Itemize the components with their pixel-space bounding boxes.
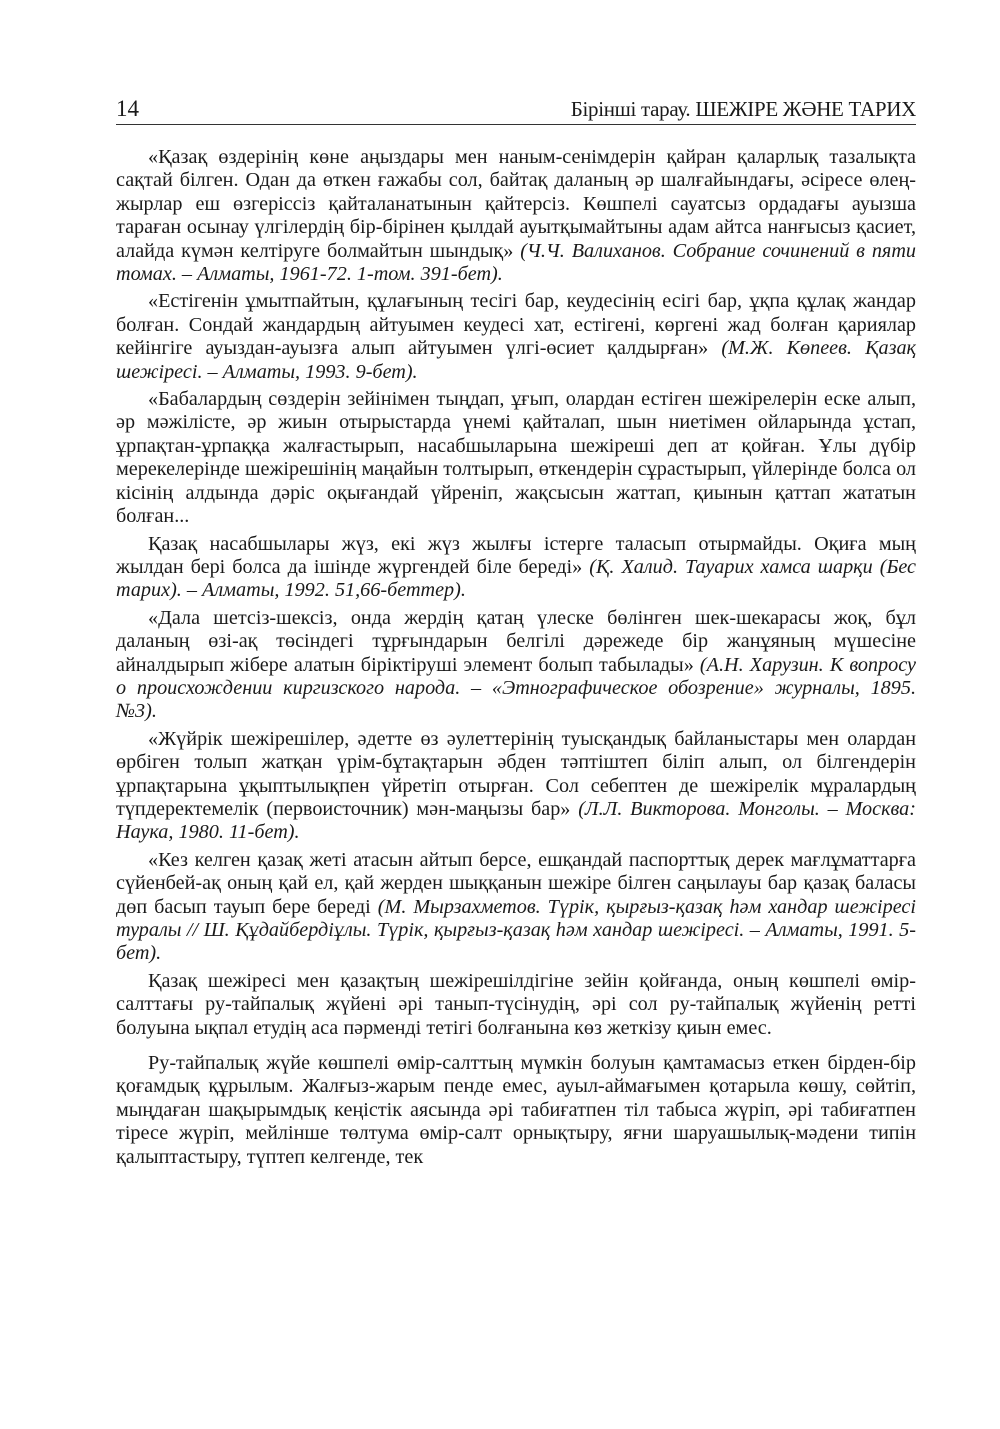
paragraph xyxy=(116,728,916,845)
paragraph-text: «Жүйрік шежірешілер, әдетте өз әулеттерінің туысқандық байланыстары мен олардан өрбіген толып жатқан үрім-бұтақтарын әбден тәптіштеп біліп алып, ол білгендерін ұрпақтарына ұқыптылықпен үйретіп отырған. Сол себептен де шежірелік мұралардың түпдеректемелік (первоисточник) мән-маңызы бар» xyxy=(116,727,916,820)
paragraph-text: «Бабалардың сөздерін зейінімен тыңдап, ұғып, олардан естіген шежірелерін еске алып, әр мәжілісте, әр жиын отырыстарда үнемі қайталап, шын ниетімен ойларында ұстап, ұрпақтан-ұрпаққа жалғастырып, насабшыларына шежіреші деп ат қойған. Ұлы дүбір мерекелерінде шежірешінің маңайын толтырып, өткендерін сұрастырып, үйлерінде болса ол кісінің алдында дәріс оқығандай үйреніп, жақсысын жаттап, қиынын қаттап жататын болған... xyxy=(116,388,916,528)
page-number: 14 xyxy=(116,96,139,121)
running-head: Бірінші тарау. ШЕЖІРЕ ЖӘНЕ ТАРИХ xyxy=(570,97,916,121)
paragraph xyxy=(116,607,916,724)
citation: (Ч.Ч. Валиханов. Собрание сочинений в пяти томах. – Алматы, 1961-72. 1-том. 391-бет). xyxy=(116,239,916,286)
paragraph-text: Ру-тайпалық жүйе көшпелі өмір-салттың мүмкін болуын қамтамасыз еткен бірден-бір қоғамдық құрылым. Жалғыз-жарым пенде емес, ауыл-аймағымен қотарыла көшу, сөйтіп, мыңдаған шақырымдық кеңістік аясында әрі табиғатпен тіл табыса жүріп, әрі табиғатпен тіресе жүріп, мейлінше төлтума өмір-салт орнықтыру, яғни шаруашылық-мәдени типін қалыптастыру, түптеп келгенде, тек xyxy=(116,1052,916,1168)
paragraph xyxy=(116,533,916,603)
paragraph xyxy=(116,1052,916,1169)
paragraph-text: Қазақ шежіресі мен қазақтың шежірешілдігіне зейін қойғанда, оның көшпелі өмір-салттағы ру-тайпалық жүйені әрі танып-түсінудің, әрі сол ру-тайпалық жүйенің ретті болуына ықпал етудің аса пәрменді тетігі болғанына көз жеткізу қиын емес. xyxy=(116,969,916,1039)
paragraph-text: «Кез келген қазақ жеті атасын айтып берсе, ешқандай паспорттық дерек мағлұматтарға сүйенбей-ақ оның қай ел, қай жерден шыққанын шежіре білген саңылауы бар қазақ баласы дөп басып тауып бере береді xyxy=(116,848,916,918)
citation: (Л.Л. Викторова. Монголы. – Москва: Наука, 1980. 11-бет). xyxy=(116,797,916,844)
citation: (М.Ж. Көпеев. Қазақ шежіресі. – Алматы, 1993. 9-бет). xyxy=(116,337,916,383)
page-header xyxy=(116,92,916,125)
body-text xyxy=(116,146,916,1173)
citation: (Қ. Халид. Тауарих хамса шарқи (Бес тарих). – Алматы, 1992. 51,66-беттер). xyxy=(116,555,917,602)
paragraph xyxy=(116,849,916,966)
citation: (А.Н. Харузин. К вопросу о происхождении киргизского народа. – «Этнографическое обозрение» журналы, 1895. №3). xyxy=(116,653,916,723)
paragraph xyxy=(116,146,916,286)
paragraph-text: Қазақ насабшылары жүз, екі жүз жылғы істерге таласып отырмайды. Оқиға мың жылдан бері болса да ішінде жүргендей біле береді» xyxy=(116,532,916,578)
paragraph xyxy=(116,290,916,384)
paragraph xyxy=(116,970,916,1040)
citation: (М. Мырзахметов. Түрік, қырғыз-қазақ һәм хандар шежіресі туралы // Ш. Құдайбердіұлы. Түрік, қырғыз-қазақ һәм хандар шежіресі. – Алматы, 1991. 5-бет). xyxy=(116,895,916,965)
paragraph-text: «Дала шетсіз-шексіз, онда жердің қатаң үлеске бөлінген шек-шекарасы жоқ, бұл даланың өзі-ақ төсіндегі тұрғындарын белгілі дәрежеде бір жанұяның мүшесіне айналдырып жібере алатын біріктіруші элемент болып табылады» xyxy=(116,606,916,676)
paragraph xyxy=(116,388,916,528)
paragraph-text: «Естігенін ұмытпайтын, құлағының тесігі бар, кеудесінің есігі бар, ұқпа құлақ жандар болған. Сондай жандардың айтуымен кеудесі хат, естігені, көргені жад болған қариялар кейінгіге ауыздан-ауызға алып айтуымен үлгі-өсиет қалдырған» xyxy=(116,290,916,360)
paragraph-text: «Қазақ өздерінің көне аңыздары мен наным-сенімдерін қайран қаларлық тазалықта сақтай білген. Одан да өткен ғажабы сол, байтақ даланың әр шалғайындағы, әсіресе өлең-жырлар еш өзгеріссіз қайталанатынын қайтерсіз. Көшпелі сауатсыз ордадағы ауызша тараған осынау үлгілердің бір-бірінен қылдай ауытқымайтыны адам айтса нанғысыз қасиет, алайда күмән келтіруге болмайтын шындық» xyxy=(116,146,916,262)
